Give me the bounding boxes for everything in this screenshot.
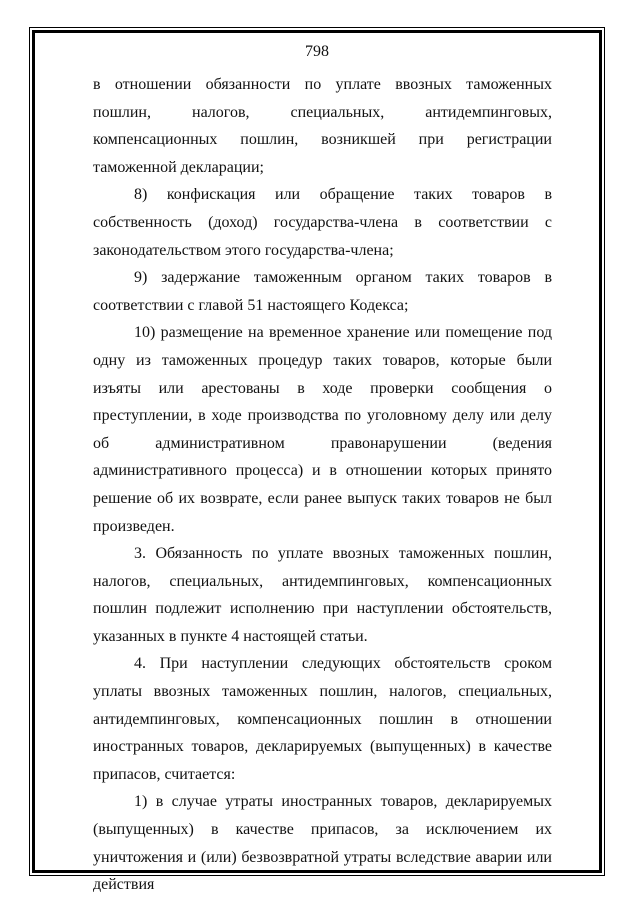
paragraph-clause-4: 4. При наступлении следующих обстоятельств сроком уплаты ввозных таможенных пошлин, налогов, специальных, антидемпинговых, компенсационных пошлин в отношении иностранных товаров, декларируемых (выпущенных) в качестве припасов, считается: [93, 655, 552, 783]
page-border [32, 30, 602, 894]
page-number: 798 [305, 43, 329, 60]
document-body [93, 71, 552, 899]
paragraph-continuation: в отношении обязанности по уплате ввозных таможенных пошлин, налогов, специальных, антидемпинговых, компенсационных пошлин, возникшей при регистрации таможенной декларации; [93, 76, 552, 176]
paragraph-item-10: 10) размещение на временное хранение или помещение под одну из таможенных процедур таких товаров, которые были изъяты или арестованы в ходе проверки сообщения о преступлении, в ходе производства по уголовному делу или делу об административном правонарушении (ведения административного процесса) и в отношении которых принято решение об их возврате, если ранее выпуск таких товаров не был произведен. [93, 324, 552, 535]
paragraph-subitem-1: 1) в случае утраты иностранных товаров, декларируемых (выпущенных) в качестве припасов, за исключением их уничтожения и (или) безвозвратной утраты вследствие аварии или действия [93, 793, 552, 894]
paragraph-clause-3: 3. Обязанность по уплате ввозных таможенных пошлин, налогов, специальных, антидемпинговых, компенсационных пошлин подлежит исполнению при наступлении обстоятельств, указанных в пункте 4 настоящей статьи. [93, 545, 552, 645]
paragraph-item-8: 8) конфискация или обращение таких товаров в собственность (доход) государства-члена в соответствии с законодательством этого государства-члена; [93, 186, 552, 259]
paragraph-item-9: 9) задержание таможенным органом таких товаров в соответствии с главой 51 настоящего Кодекса; [93, 269, 552, 314]
